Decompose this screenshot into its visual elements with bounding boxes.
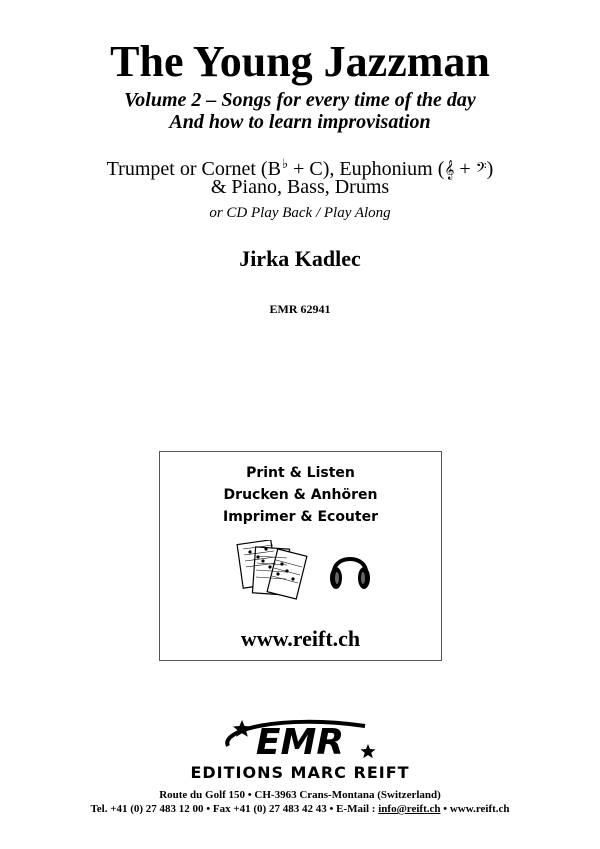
euphonium-text: + C), Euphonium ( — [288, 158, 445, 180]
print-listen-fr: Imprimer & Ecouter — [222, 509, 378, 525]
logo-emr-text: EMR — [255, 722, 345, 763]
publisher-contact — [0, 802, 600, 816]
headphones-icon — [328, 544, 372, 596]
print-listen-de: Drucken & Anhören — [223, 487, 378, 503]
treble-clef-icon: 𝄞 — [444, 160, 455, 180]
publisher-address: Route du Golf 150 • CH-3963 Crans-Montana (Switzerland) — [159, 789, 441, 801]
sheet-music-icon — [232, 540, 312, 604]
close-paren: ) — [486, 158, 494, 180]
publisher-name: EDITIONS MARC REIFT — [190, 763, 410, 782]
contact-website: • www.reift.ch — [440, 803, 510, 815]
catalog-number: EMR 62941 — [269, 302, 331, 316]
publisher-logo — [150, 712, 450, 784]
website-link[interactable]: www.reift.ch — [240, 626, 361, 651]
composer-name: Jirka Kadlec — [239, 246, 361, 271]
subtitle-line-2: And how to learn improvisation — [169, 111, 431, 133]
flat-sign: ♭ — [281, 156, 289, 171]
page-title: The Young Jazzman — [110, 37, 490, 86]
trumpet-text: Trumpet or Cornet (B — [106, 158, 281, 180]
print-listen-box — [159, 451, 442, 661]
bass-clef-icon: 𝄢 — [475, 160, 487, 180]
email-link[interactable]: info@reift.ch — [378, 803, 441, 815]
print-listen-en: Print & Listen — [246, 465, 355, 481]
contact-phone-fax: Tel. +41 (0) 27 483 12 00 • Fax +41 (0) 27 483 42 43 • E-Mail : — [90, 803, 379, 815]
clef-plus: + — [454, 158, 476, 180]
subtitle-line-1: Volume 2 – Songs for every time of the day — [124, 89, 476, 111]
playback-note: or CD Play Back / Play Along — [209, 205, 391, 221]
instrumentation-line-2: & Piano, Bass, Drums — [210, 176, 390, 198]
